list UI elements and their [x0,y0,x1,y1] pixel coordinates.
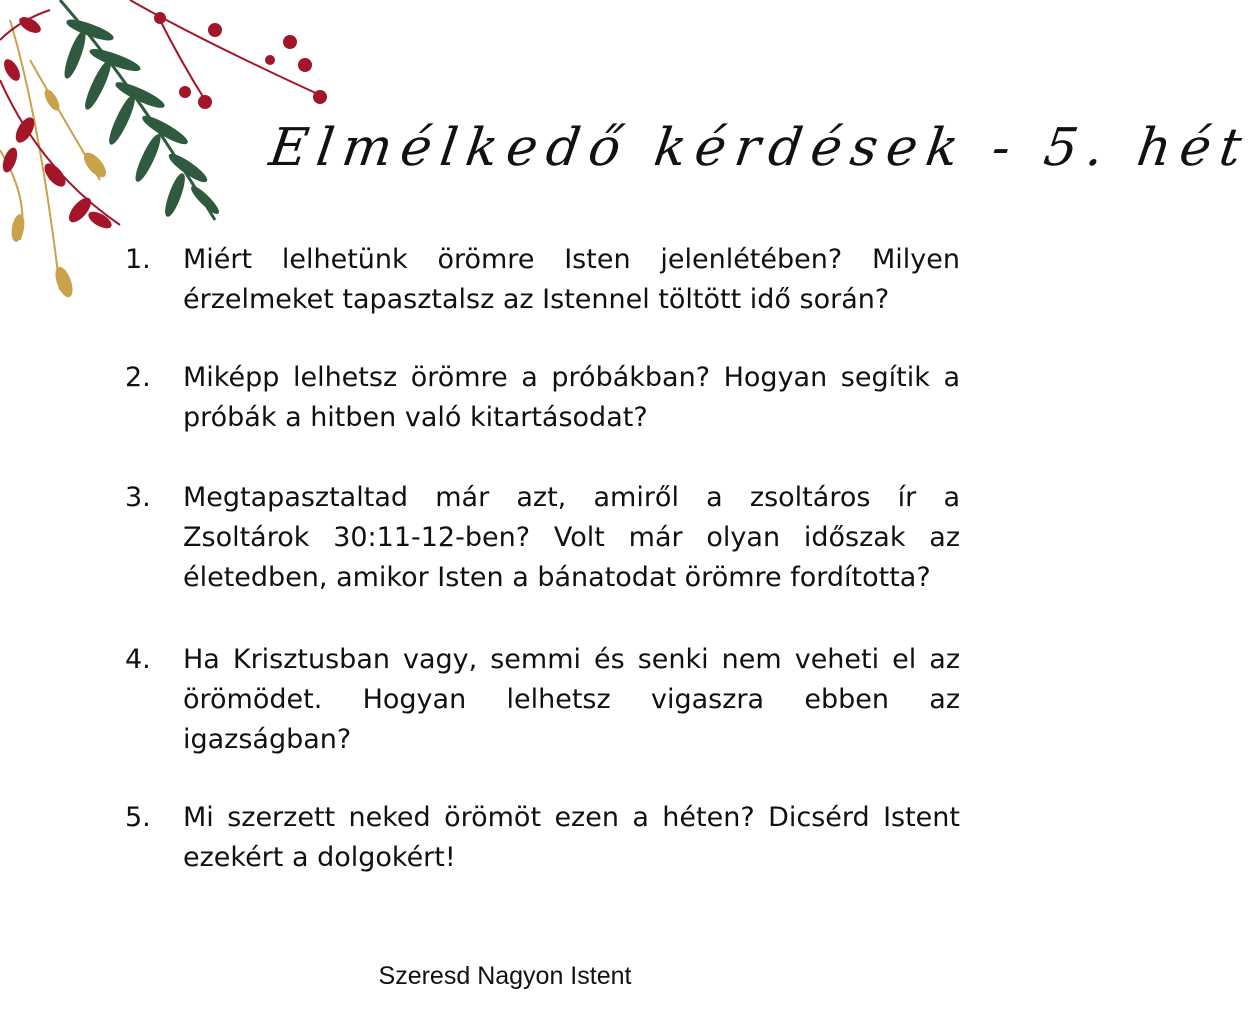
question-text: Miképp lelhetsz örömre a próbákban? Hogyan segítik a próbák a hitben való kitartásodat? [183,362,960,433]
list-item [125,240,960,320]
question-number: 3. [125,482,151,513]
question-number: 1. [125,244,151,275]
question-text: Mi szerzett neked örömöt ezen a héten? Dicsérd Istent ezekért a dolgokért! [183,802,960,873]
footer-signature: Szeresd Nagyon Istent [378,962,632,990]
list-item [125,478,960,598]
question-number: 2. [125,362,151,393]
question-text: Miért lelhetünk örömre Isten jelenlétében? Milyen érzelmeket tapasztalsz az Istennel töltött idő során? [183,244,960,315]
page-title: Elmélkedő kérdések - 5. hét [265,118,1254,178]
question-number: 4. [125,644,151,675]
list-item [125,798,960,878]
question-text: Megtapasztaltad már azt, amiről a zsoltáros ír a Zsoltárok 30:11-12-ben? Volt már olyan időszak az életedben, amikor Isten a bánatodat örömre fordította? [183,482,960,593]
list-item [125,358,960,438]
list-item [125,640,960,760]
question-list [125,240,960,916]
question-text: Ha Krisztusban vagy, semmi és senki nem veheti el az örömödet. Hogyan lelhetsz vigaszra ebben az igazságban? [183,644,960,755]
question-number: 5. [125,802,151,833]
